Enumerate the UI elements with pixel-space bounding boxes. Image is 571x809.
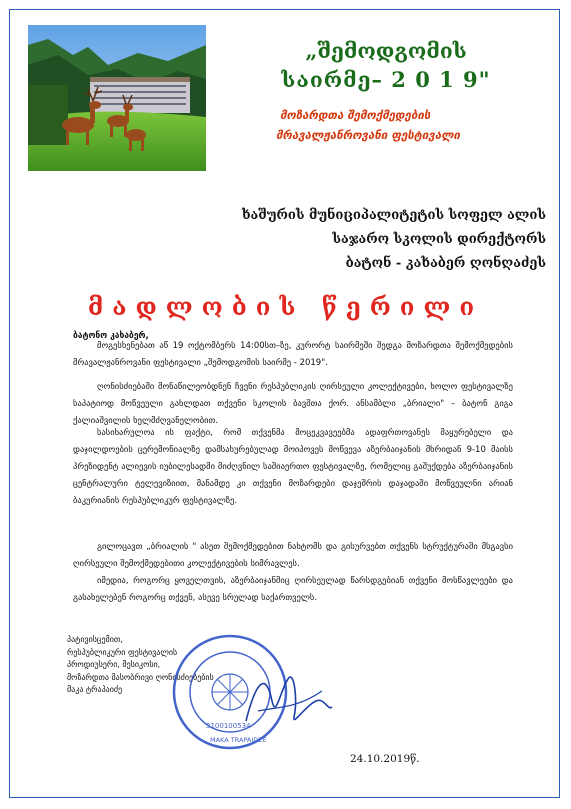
recipient-line-3: ბატონ - კახაბერ ღონღაძეს — [345, 256, 546, 271]
greeting: ბატონო კახაბერ, — [73, 331, 149, 341]
letter-heading: მადლობის წერილი — [87, 292, 484, 321]
festival-title — [236, 36, 536, 94]
recipient-line-1: ხაშურის მუნიციპალიტეტის სოფელ ალის — [241, 208, 546, 223]
paragraph-2: ღონისძიებაში მონაწილეობდნენ ჩვენი რესპუბლიკის ღირსეული კოლექტივები, ხოლო ფესტივალზე საპატიოდ მოწვეული გახლდათ თქვენი სკოლის ბავშთა ქორ. ანსამბლი „ბრიალი" – ბატონ გიგა ქალიაშვილის ხელმძღვანელობით. — [73, 382, 513, 426]
paragraph-3: სასიხარულოა ის ფაქტი, რომ თქვენმა მოცეკვავეებმა ადაფრთოვანეს მაყურებელი და დაჯილდოების ცერემონიალზე დამსახურებულად მოიპოვეს მოწვევა აზერბაიჯანის მხრიდან 9-10 მაისს პრეზიდენტ ალიევის იუბილესადმი მიძღვნილ საშიაერთო ფესტივალზე, რომელიც გაშუქდება აზერბაიჯანის ცენტრალური ტელევიზიით, მანამდე კი თქვენი მოზარდები დაჯეშრის დაჯადაში მოწვეულნი არიან ბაკურიანის რესპუბლიკურ ფესტივალზე. — [73, 428, 513, 506]
signature-line-4: მოზარდთა მასობრივი ღონისძიებების — [67, 672, 214, 682]
title-line-1: „შემოდგომის — [305, 38, 467, 63]
subtitle-line-2: მრავალჟანროვანი ფესტივალი — [276, 128, 461, 142]
subtitle-line-1: მოზარდთა შემოქმედების — [280, 108, 431, 122]
paragraph-4: გილოცავთ „ბრიალის " ასეთ შემოქმედებით ნახტომს და გისურვებთ თქვენს სტრუქტურაში მსგავსი ღირსეული შემოქმედებითი კოლექტივების სიმრავლეს. — [73, 542, 513, 569]
signature-line-2: რესპუბლიკური ფესტივალის — [67, 647, 178, 657]
signature-line-1: პატივისცემით, — [67, 635, 123, 644]
signature-line-5: მაკა ტრაპაიძე — [67, 685, 123, 695]
stamp-ring-text: MAKA TRAPAIDZE — [210, 736, 267, 744]
signature-line-3: პროდიუსერი, მესიკოსი, — [67, 660, 161, 670]
resort-photo — [28, 25, 206, 171]
paragraph-5: იმედია, როგორც ყოველთვის, აზერბაიჯანშიც ღირსეულად წარსდგებიან თქვენი მოსწავლეები და გასახელებენ როგორც თქვენ, ასევე სრულად საქართველს. — [73, 576, 513, 603]
title-line-2: საირმე– 2 0 1 9" — [281, 67, 491, 92]
letter-date: 24.10.2019წ. — [350, 753, 420, 765]
handwritten-signature — [236, 661, 336, 741]
recipient-line-2: საჯარო სკოლის დირექტორს — [332, 232, 546, 247]
paragraph-1: მოგესხენებათ აწ 19 ოქტომბერს 14:00სთ–ზე, კურორტ საირმეში შედგა მოზარდთა შემოქმედების მრავალჟანროვანი ფესტივალი „შემოდგომის საირმე - 2019". — [73, 341, 513, 368]
stamp-code: 3100100534 — [206, 722, 251, 730]
